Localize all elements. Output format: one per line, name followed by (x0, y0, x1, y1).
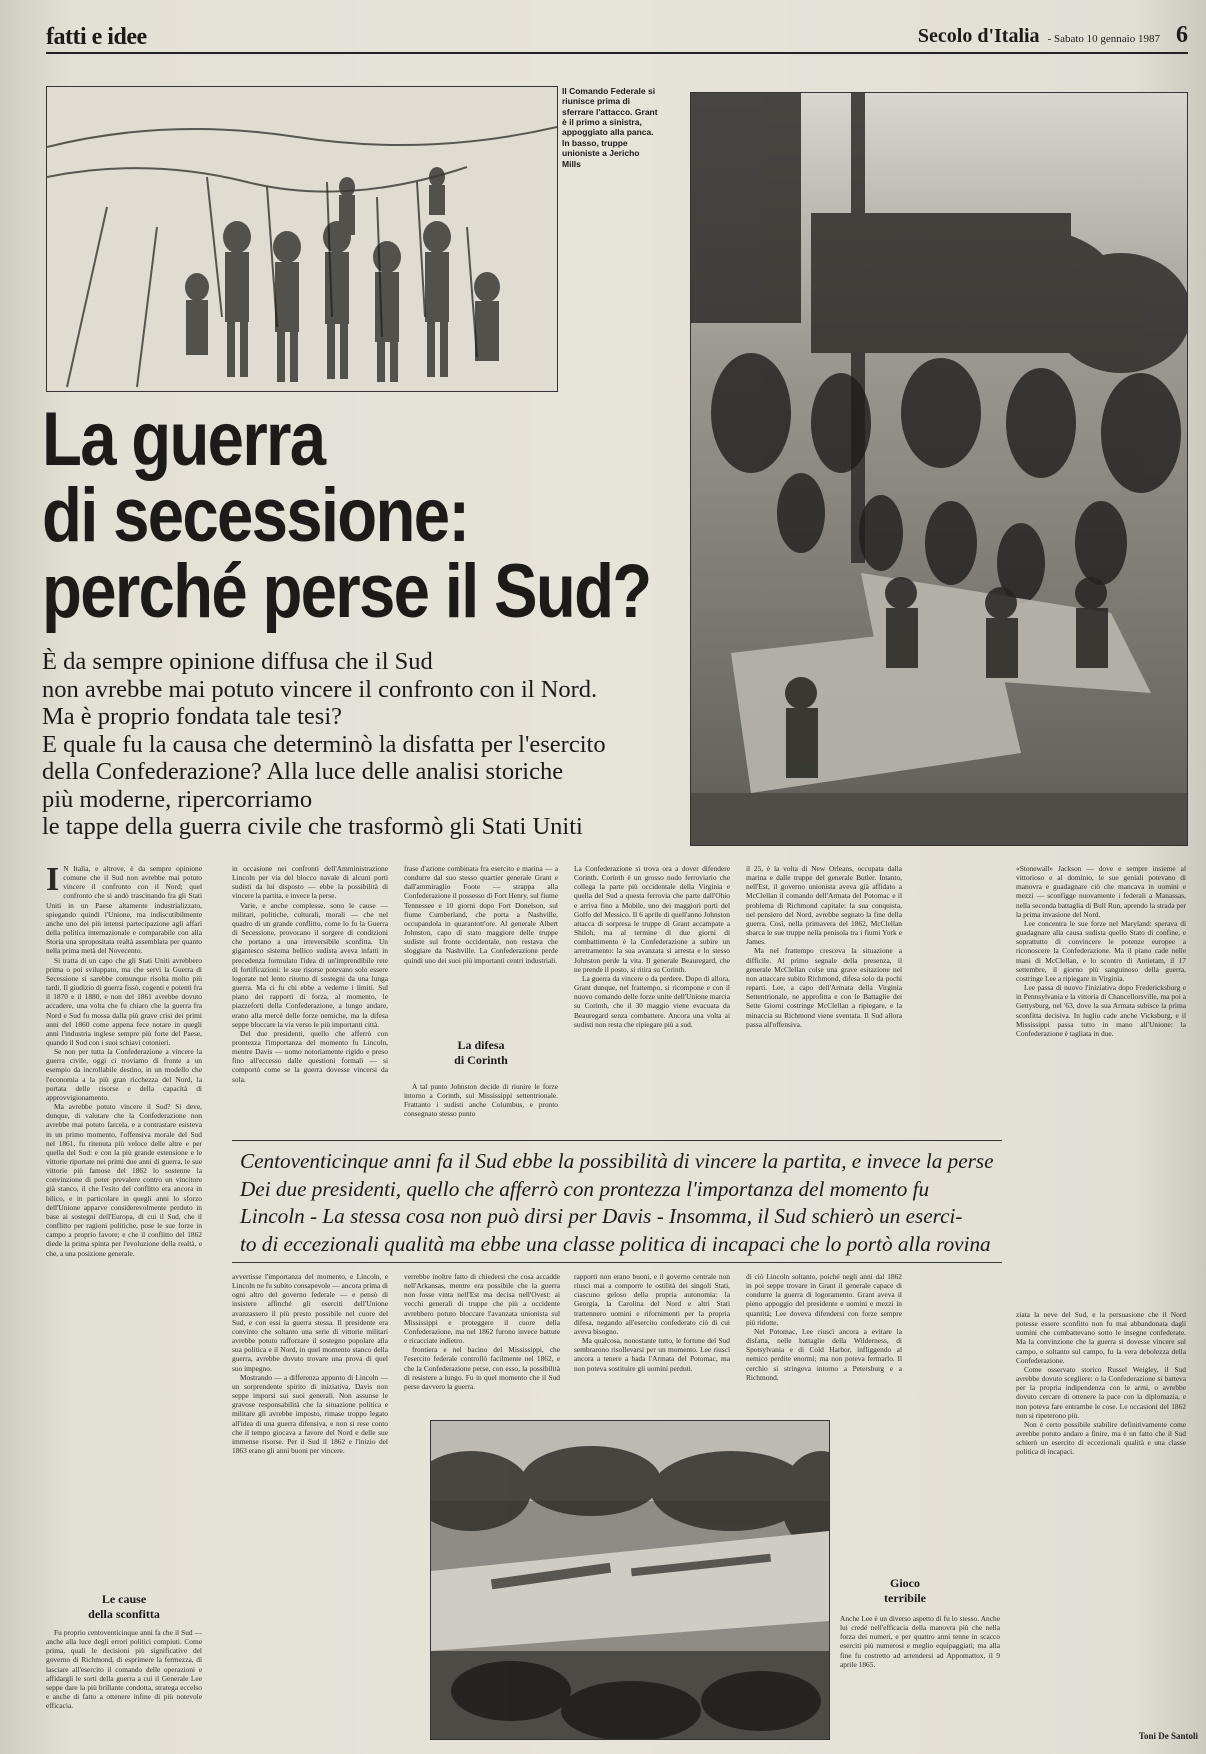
pullquote (240, 1148, 994, 1258)
soldiers-sketch-image (46, 86, 558, 392)
body-paragraph: Se non per tutta la Confederazione a vincere la guerra civile, oggi ci troviamo di fronte a un esempio da incrollabile destino, in un modello che l'economia a la più gran ricchezza del Nord, la portata delle risorse e della capacità di approvvigionamento. (46, 1047, 202, 1102)
standfirst-line-4: E quale fu la causa che determinò la disfatta per l'esercito (42, 730, 606, 758)
body-paragraph: Varie, e anche complesse, sono le cause — militari, politiche, culturali, morali — che nel quadro di un grande conflitto, come lo fu la Guerra di Secessione, provocano il sorgere di condizioni che portano a una irreversibile sconfitta. Un gigantesco sistema bellico sudista aveva infatti in precedenza formulato l'idea di un'imprendibile rete di fortificazioni: le sue risorse potevano solo essere logorate nel lento ritorno di sostegni da una lunga guerra. Ma ci fu chi ebbe a vederne i limiti. Sul piano dei rapporti di forza, al momento, le piazzeforti della Confederazione, a lungo andare, erano alla mercé delle forze nemiche, ma la difesa seppe bloccare la via verso le più importanti città. (232, 900, 388, 1029)
issue-date: - Sabato 10 gennaio 1987 (1047, 33, 1160, 45)
headline-line-2: di secessione: (42, 473, 469, 558)
body-paragraph: N Italia, e altrove, è da sempre opinione comune che il Sud non avrebbe mai potuto vincere il confronto con il Nord; quel confronto che si andò trascinando fra gli Stati Uniti in un Paese altamente industrializzato, spiegando quindi l'Unione, ma indiscutibilmente anche uno dei più intensi partecipazione agli affari della politica internazionale e comparabile con alla Storia una spropositata realtà assemblata per quanto nella prima metà del Novecento. (46, 864, 202, 956)
body-column-6 (1016, 864, 1186, 1298)
body-paragraph: frontiera e nel bacino del Mississippi, che l'esercito federale controllò facilmente nel 1862, e che la Confederazione perse, con esso, la possibilità di resistere a lungo. Fu in quel momento che il Sud perse davvero la guerra. (404, 1345, 560, 1391)
pullquote-line-4: to di eccezionali qualità ma ebbe una classe politica di incapaci che lo portò alla rovina (240, 1231, 991, 1256)
standfirst-line-2: non avrebbe mai potuto vincere il confronto con il Nord. (42, 675, 598, 703)
body-paragraph: Ma avrebbe potuto vincere il Sud? Si deve, dunque, di valutare che la Confederazione non avrebbe mai potuto farcela, e a contrastare esisteva in un primo momento, l'offensiva morale del Sud nel 1861, fu ritenuta più veloce delle altre e per quella del Sud: e con la più grande estensione e le vittorie riportate nei primi due anni di guerra, le sue vittorie più famose del 1862 lo sostenne la convinzione di poter prevalere contro un vincitore già stanco, il che l'esito del conflitto era ancora in bilico, e in particolare in quegli anni lo sforzo dell'Unione apparve considerevolmente perduto in base ai sostegni dell'Europa, di cui il Sud, che il conflitto per ragioni politiche, pose le sue forze in campo a proprio favore; e che il conflitto del 1862 diede la prima spinta per l'evoluzione della realtà, e che, a una posizione generale. (46, 1102, 202, 1258)
body-paragraph: Ma qualcosa, nonostante tutto, le fortune del Sud sembrarono risollevarsi per un momento. Lee riuscì ancora a tenere a bada l'Armata del Potomac, ma non poteva sostituire gli uomini perduti. (574, 1336, 730, 1373)
body-paragraph: rapporti non erano buoni, e il governo centrale non riuscì mai a comporre le ostilità dei singoli Stati, ciascuno geloso della propria autonomia: la Georgia, la Carolina del Nord e altri Stati trattennero uomini e rifornimenti per la propria difesa, negando all'esercito confederato ciò di cui aveva bisogno. (574, 1272, 730, 1336)
body-column-5 (746, 864, 902, 1126)
body-paragraph: Mostrando — a differenza appunto di Lincoln — un sorprendente spirito di iniziativa, Davis non seppe imporsi sui suoi generali. Non assunse le gravose responsabilità che la situazione politica e militare gli avrebbe imposto, rimase troppo legato all'idea di una guerra difensiva, e non si rese conto che il tempo giocava a favore del Nord e delle sue immense risorse. Per il Sud il 1862 e l'inizio del 1863 erano gli anni buoni per vincere. (232, 1372, 388, 1455)
masthead (918, 22, 1188, 49)
body-column-9 (574, 1272, 730, 1412)
pullquote-line-1: Centoventicinque anni fa il Sud ebbe la possibilità di vincere la partita, e invece la perse (240, 1149, 994, 1173)
subhead-cause-line-1: Le cause (101, 1592, 147, 1606)
photo-caption: Il Comando Federale si riunisce prima di sferrare l'attacco. Grant è il primo a sinistra, appoggiato alla panca. In basso, truppe unioniste a Jericho Mills (562, 86, 658, 169)
body-column-3 (404, 864, 558, 1014)
body-paragraph: La guerra da vincere o da perdere. Dopo di allora, Grant dunque, nel frattempo, si ricompone e con il nuovo comando delle forze unite dell'Unione marcia su Corinth, che il 30 maggio viene evacuata da Beauregard senza combattere. Ancora una volta ai sudisti non resta che ripiegare più a sud. (574, 973, 730, 1029)
body-paragraph: frase d'azione combinata fra esercito e marina — a condurre dal suo stesso quartier generale Grant e dall'ammiraglio Foote — strappa alla Confederazione il possesso di Fort Henry, sul fiume Tennessee e 10 giorni dopo Fort Donelson, sul fiume Cumberland, che porta a Nashville, occupandola in quarantott'ore. Al generale Albert Johnston, capo di stato maggiore delle truppe sudiste sul fronte occidentale, non restava che sloggiare da Nashville. La Confederazione perde quindi uno dei suoi più importanti centri industriali. (404, 864, 558, 965)
page-number: 6 (1176, 22, 1188, 48)
standfirst-line-5: della Confederazione? Alla luce delle analisi storiche (42, 758, 564, 785)
subhead-corinth-line-1: La difesa (457, 1038, 505, 1052)
standfirst-line-6: più moderne, ripercorriamo (42, 785, 313, 813)
newspaper-name: Secolo d'Italia (917, 25, 1040, 47)
subhead-corinth-line-2: di Corinth (454, 1053, 508, 1067)
body-column-1-end (46, 1628, 202, 1746)
body-column-7 (232, 1272, 388, 1746)
federal-command-photo (690, 92, 1188, 846)
headline-line-1: La guerra (42, 397, 325, 482)
subhead-corinth (404, 1038, 558, 1068)
drop-cap: I (46, 864, 60, 898)
standfirst-line-7: le tappe della guerra civile che trasformò gli Stati Uniti (42, 813, 583, 840)
body-paragraph: Lee concentra le sue forze nel Maryland: sperava di guadagnare alla causa sudista quello Stato di confine, e soprattutto di convincere le potenze europee a riconoscere la Confederazione. Ma il piano cade nelle mani di McClellan, e lo scontro di Antietam, il 17 settembre, il giorno più sanguinoso della guerra, costringe Lee a ripiegare in Virginia. (1016, 918, 1186, 983)
pullquote-rule-bottom (232, 1262, 1002, 1263)
body-paragraph: Come osservato storico Russel Weigley, il Sud avrebbe dovuto scegliere: o la Confederazione si batteva per la propria indipendenza con le armi, o avrebbe dovuto cercare di ottenere la pace con la diplomazia, e non poteva fare entrambe le cose. Le occasioni del 1862 non si ripeterono più. (1016, 1364, 1186, 1420)
author-byline: Toni De Santoli (1138, 1731, 1198, 1741)
body-paragraph: «Stonewall» Jackson — dove e sempre insieme al vittorioso e al dominio, le sue geniali potevano di manovra e guadagnare ciò che mancava in uomini e mezzi — sconfigge nuovamente i federali a Manassas, nella seconda battaglia di Bull Run, aprendo la strada per la prima invasione del Nord. (1016, 864, 1186, 919)
headline (42, 397, 651, 634)
pullquote-line-2: Dei due presidenti, quello che afferrò con prontezza l'importanza del momento fu (240, 1176, 930, 1201)
body-column-11 (840, 1614, 1000, 1746)
body-paragraph: Nel Potomac, Lee riuscì ancora a evitare la disfatta, nelle battaglie della Wilderness, di Spotsylvania e di Cold Harbor, infliggendo al nemico perdite enormi; ma non poteva fermarlo. Il cerchio si stringeva intorno a Petersburg e a Richmond. (746, 1326, 902, 1382)
headline-line-3: perché perse il Sud? (42, 549, 651, 634)
section-title: fatti e idee (46, 24, 147, 50)
body-paragraph: Non è certo possibile stabilire definitivamente come avrebbe potuto andare a finire, ma è un fatto che il Sud schierò un esercito di eccezionali qualità e una classe politica di incapaci. (1016, 1419, 1186, 1457)
pullquote-rule-top (232, 1140, 1002, 1141)
body-paragraph: Lee passa di nuovo l'iniziativa dopo Fredericksburg e in Pennsylvania e la vittoria di Chancellorsville, ma poi a Gettysburg, nel '63, dove la sua Armata subisce la prima sconfitta decisiva. In luglio cade anche Vicksburg, e il Mississippi passa tutto in mano all'Unione: la Confederazione è tagliata in due. (1016, 983, 1186, 1038)
body-paragraph: ziata la neve del Sud, e la persuasione che il Nord potesse essere sconfitto non fu mai abbandonata dagli uomini che combattevano sotto le insegne confederate. Ma la convinzione che la guerra si dovesse vincere sul campo, e soltanto sul campo, fu la vera debolezza della Confederazione. (1016, 1310, 1186, 1365)
page-header (46, 18, 1188, 54)
body-paragraph: avvertisse l'importanza del momento, e Lincoln, e Lincoln ne fu subito consapevole — ancora prima di ogni altro del governo federale — e pensò di insistere affinché gli eserciti dell'Unione avanzassero il più presto possibile nel cuore del Sud, e con essi la guerra stessa. Il presidente era convinto che soltanto una serie di vittorie militari avrebbe potuto rafforzare il sostegno popolare alla sua politica e il Nord, in quel momento stanco della guerra, avrebbe dovuto trovare una prova di quel suo impegno. (232, 1272, 388, 1373)
body-paragraph: Ma nel frattempo cresceva la situazione a difficile. Al primo segnale della presenza, il generale McClellan colse una grave esitazione nel non attaccare subito Richmond, difesa solo da pochi reparti. Lee, a capo dell'Armata della Virginia Settentrionale, ne approfitta e con le Battaglie dei Sette Giorni costringe McClellan a ripiegare, e la minaccia su Richmond viene sventata. Il Sud allora passa all'offensiva. (746, 946, 902, 1029)
body-paragraph: di ciò Lincoln soltanto, poiché negli anni dal 1862 in poi seppe trovare in Grant il generale capace di condurre la guerra di logoramento. Grant aveva il pieno appoggio del presidente e uomini e mezzi in quantità; Lee doveva difendersi con forze sempre più ridotte. (746, 1272, 902, 1327)
standfirst-line-3: Ma è proprio fondata tale tesi? (42, 703, 343, 730)
body-paragraph: Fu proprio centoventicinque anni fa che il Sud — anche alla luce degli errori politici compiuti. Come prima, quali le decisioni più significative del governo di Richmond, di esprimere la fermezza, di lasciare all'esercito il comando delle operazioni e affidargli le sorti della guerra a cui il Generale Lee seppe dare la più brillante condotta, stratega eccelso e anche di fatto a ottenere infine di più notevole efficacia. (46, 1628, 202, 1711)
pullquote-line-3: Lincoln - La stessa cosa non può dirsi per Davis - Insomma, il Sud schierò un eserci- (240, 1204, 963, 1228)
body-column-4 (574, 864, 730, 1126)
body-paragraph: Anche Lee è un diverso aspetto di fu lo stesso. Anche lui credé nell'efficacia della manovra più che nella forza dei numeri, e per quattro anni tenne in scacco eserciti più numerosi e meglio equipaggiati; ma alla fine fu costretto ad arrendersi ad Appomattox, il 9 aprile 1865. (840, 1614, 1000, 1669)
body-paragraph: verrebbe inoltre fatto di chiedersi che cosa accadde nell'Arkansas, mentre era possibile che la guerra non fosse vinta nell'Est ma decisa nell'Ovest: ai vecchi generali di truppe che più a occidente avrebbero potuto bloccare l'avanzata unionista sul Mississippi e proteggere il cuore della Confederazione, ma nel 1862 furono invece battute e ricacciate indietro. (404, 1272, 560, 1346)
body-column-1 (46, 864, 202, 1570)
subhead-cause-line-2: della sconfitta (88, 1607, 160, 1621)
subhead-gioco-line-2: terribile (884, 1591, 926, 1605)
body-paragraph: in occasione nei confronti dell'Amministrazione Lincoln per via del blocco navale di alcuni porti sudisti da lui disposto — ebbe la possibilità di vincere la partita, e invece la perse. (232, 864, 388, 901)
body-column-12 (1016, 1310, 1186, 1726)
subhead-gioco-line-1: Gioco (890, 1576, 920, 1590)
body-column-2 (232, 864, 388, 1126)
standfirst (42, 648, 682, 841)
body-paragraph: Si tratta di un capo che gli Stati Uniti avrebbero prima o poi sviluppato, ma che servì la Guerra di Secessione si sarebbe comunque risolta molto più tardi. Il giudizio di guerra fissò, cogenti e potenti fra il 1870 e il 1880, e non del 1861 avrebbe dovuto accadere, una volta che fu chiaro che la guerra fra Nord e Sud fu mossa dalla più grave crisi dei primi anni del 1860 come appena fece notare in quegli anni l'industria inglese sempre più forte del Paese, quando il Sud con i suoi schiavi cotonieri. (46, 955, 202, 1047)
body-paragraph: A tal punto Johnston decide di riunire le forze intorno a Corinth, sul Mississippi settentrionale. Frattanto i sudisti anche Columbus, e pronto consegnato stesso punto (404, 1082, 558, 1119)
jericho-mills-photo (430, 1420, 830, 1740)
subhead-cause (46, 1592, 202, 1622)
subhead-gioco (840, 1576, 970, 1606)
body-column-8 (404, 1272, 560, 1412)
body-column-3-end (404, 1082, 558, 1126)
standfirst-line-1: È da sempre opinione diffusa che il Sud (42, 648, 433, 675)
body-paragraph: La Confederazione si trova ora a dover difendere Corinth. Corinth è un grosso nodo ferroviario che collega la parte più occidentale della Virginia e quella del Sud a questa ferrovia che parte dall'Ohio e arriva fino a Mobile, uno dei maggiori porti del Golfo del Messico. Il 6 aprile di quell'anno Johnston attacca di sorpresa le truppe di Grant accampate a Shiloh, ma al termine di due giorni di combattimento è la Confederazione a subire un arretramento: la sua avanzata si arresta e lo stesso Johnston perde la vita. Il generale Beauregard, che ne prende il posto, si ritira su Corinth. (574, 864, 730, 974)
body-paragraph: Del due presidenti, quello che afferrò con prontezza l'importanza del momento fu Lincoln, mentre Davis — uomo notoriamente rigido e preso fino all'eccesso dalle questioni formali — si comportò come se la guerra dovesse vincersi da sola. (232, 1028, 388, 1084)
body-paragraph: il 25, è la volta di New Orleans, occupata dalla marina e dalle truppe del generale Butler. Intanto, nell'Est, il governo unionista aveva già affidato a McClellan il comando dell'Armata del Potomac e il problema di Richmond capitale: la sua conquista, nel pensiero del Nord, avrebbe segnato la fine della guerra. Così, nella primavera del 1862, McClellan sbarca le sue truppe nella penisola tra i fiumi York e James. (746, 864, 902, 947)
